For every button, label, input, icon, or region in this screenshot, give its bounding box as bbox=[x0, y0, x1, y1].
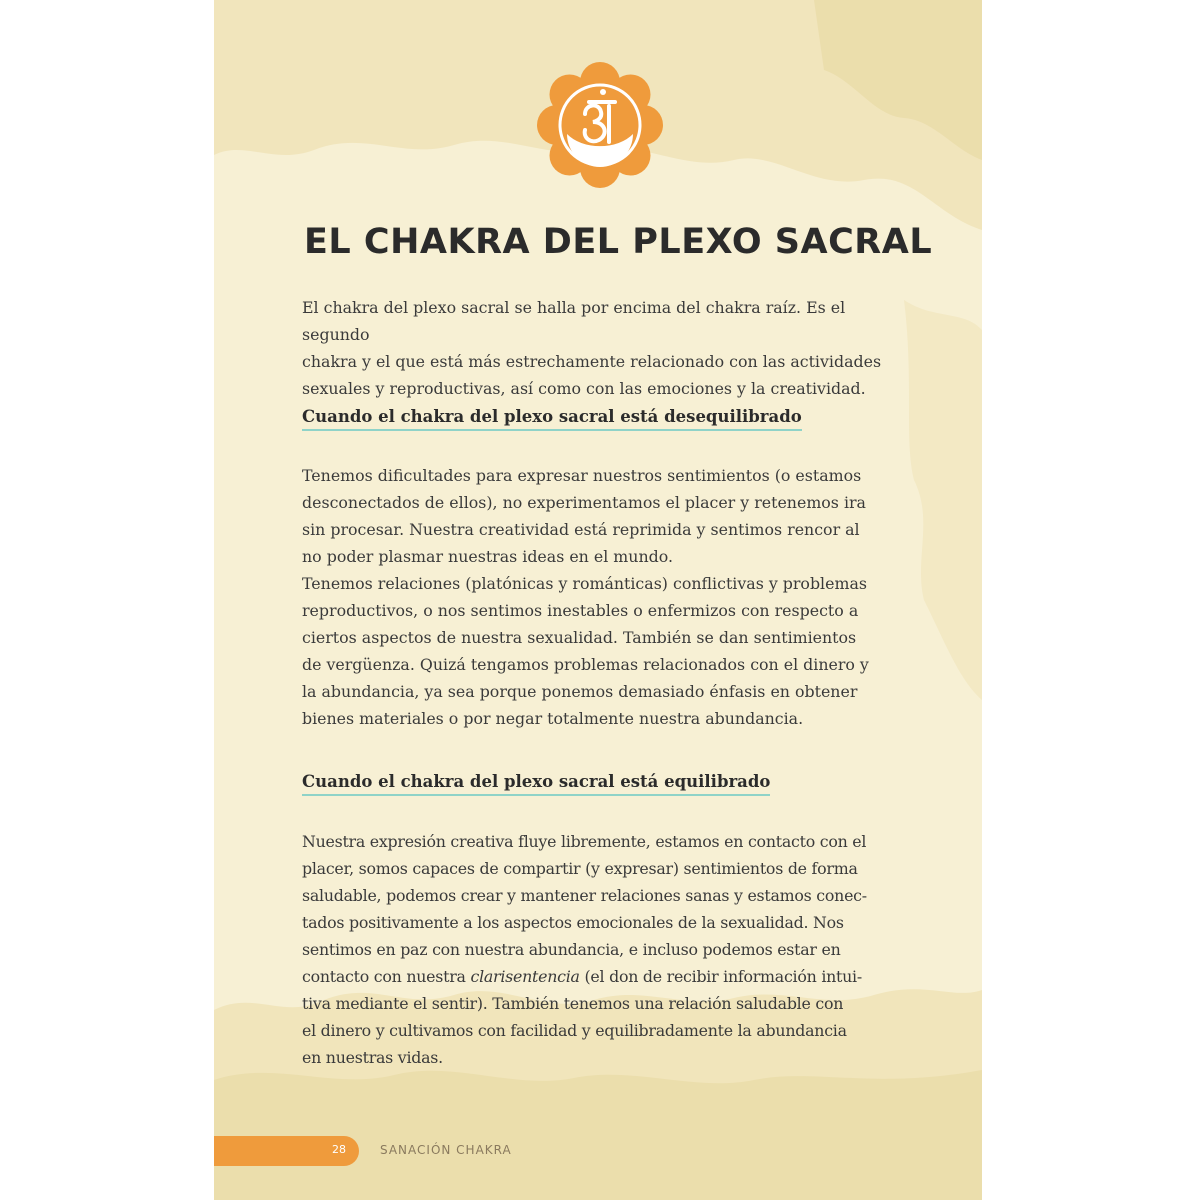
running-head: SANACIÓN CHAKRA bbox=[380, 1143, 512, 1157]
page-number: 28 bbox=[332, 1143, 346, 1156]
intro-paragraph: El chakra del plexo sacral se halla por encima del chakra raíz. Es el segundo chakra y el que está más estrechamente relacionado con las actividades sexuales y reproductivas, así como con las emociones y la creatividad. bbox=[302, 298, 882, 398]
section-heading-imbalanced: Cuando el chakra del plexo sacral está desequilibrado bbox=[302, 407, 802, 431]
balanced-paragraph bbox=[302, 828, 908, 1071]
section-heading-balanced: Cuando el chakra del plexo sacral está equilibrado bbox=[302, 772, 770, 796]
imbalanced-paragraph: Tenemos dificultades para expresar nuestros sentimientos (o estamos desconectados de ellos), no experimentamos el placer y retenemos ira sin procesar. Nuestra creatividad está reprimida y sentimos rencor al no poder plasmar nuestras ideas en el mundo. Tenemos relaciones (platónicas y románticas) conflictivas y problemas reproductivos, o nos sentimos inestables o enfermizos con respecto a ciertos aspectos de nuestra sexualidad. También se dan sentimientos de vergüenza. Quizá tengamos problemas relacionados con el dinero y la abundancia, ya sea porque ponemos demasiado énfasis en obtener bienes materiales o por negar totalmente nuestra abundancia. bbox=[302, 466, 869, 728]
page-title: EL CHAKRA DEL PLEXO SACRAL bbox=[304, 222, 933, 262]
book-page bbox=[214, 0, 982, 1200]
clarisentencia-term: clarisentencia bbox=[470, 967, 580, 986]
balanced-text-part2: (el don de recibir información intui- tiva mediante el sentir). También tenemos una relación saludable con el dinero y cultivamos con facilidad y equilibradamente la abundancia en nuestras vidas. bbox=[302, 967, 862, 1067]
sacral-chakra-symbol-icon bbox=[537, 62, 663, 188]
balanced-text-part1: Nuestra expresión creativa fluye libremente, estamos en contacto con el placer, somos capaces de compartir (y expresar) sentimientos de forma saludable, podemos crear y mantener relaciones sanas y estamos conec- tados positivamente a los aspectos emocionales de la sexualidad. Nos sentimos en paz con nuestra abundancia, e incluso podemos estar en contacto con nuestra bbox=[302, 832, 867, 986]
